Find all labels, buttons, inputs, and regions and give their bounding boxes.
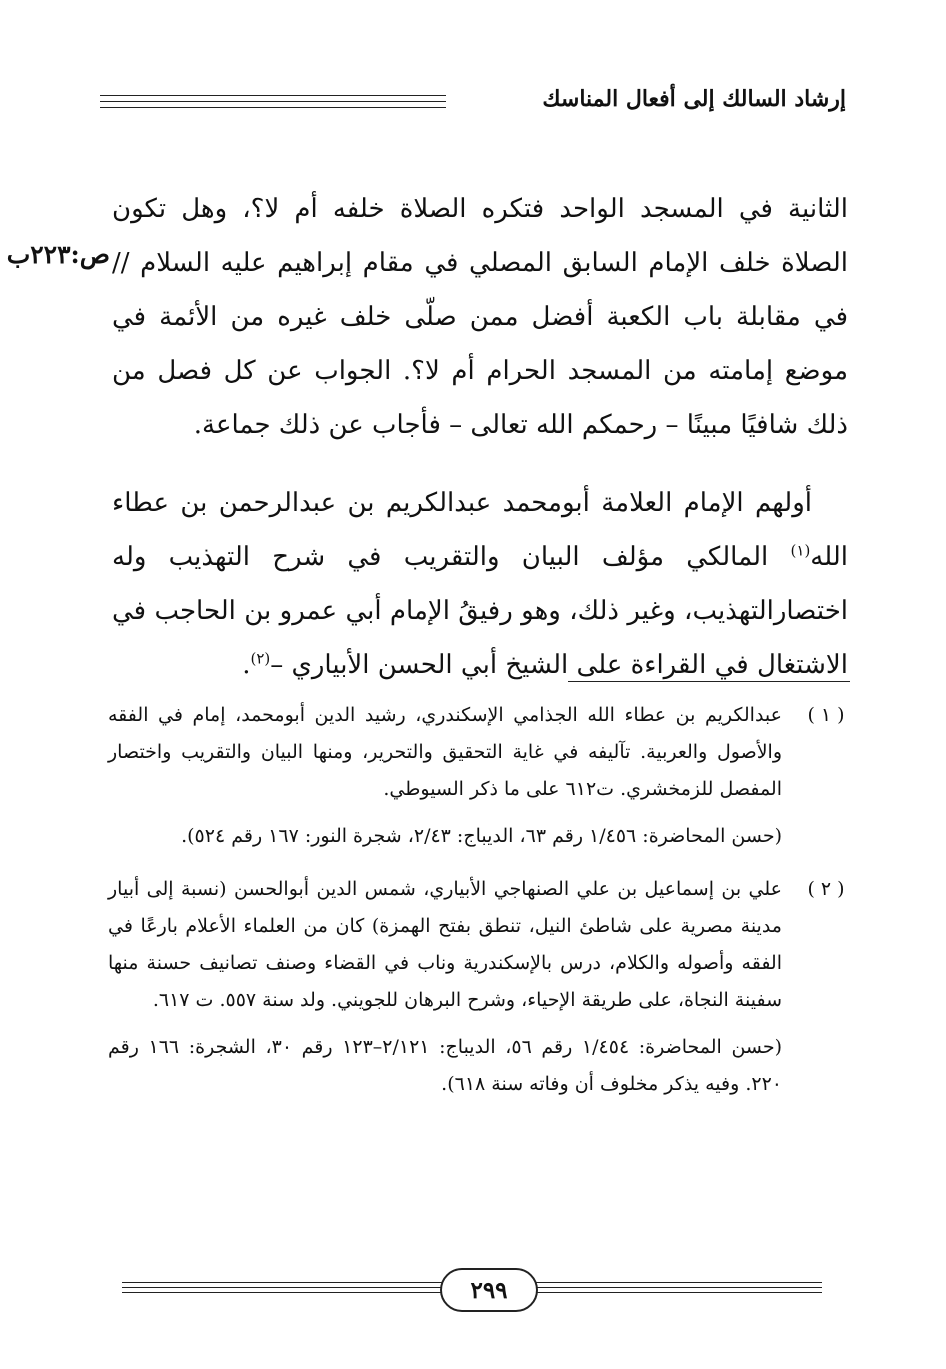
footnote-number: ( ١ ) [807,704,845,726]
header-rule [100,95,446,96]
footnote-separator [568,681,850,682]
page-number: ٢٩٩ [440,1268,538,1312]
footnote-2 [108,871,848,1103]
manuscript-folio-note: ص:٢٢٣ب [6,240,110,269]
footnotes [108,697,848,1103]
main-text [112,182,848,692]
paragraph-2-text-a: أولهم الإمام العلامة أبومحمد عبدالكريم بن عبدالرحمن بن عطاء الله [112,488,848,572]
footnote-1 [108,697,848,855]
paragraph-2-text-b: المالكي مؤلف البيان والتقريب في شرح التهذيب وله اختصارالتهذيب، وغير ذلك، وهو رفيقُ الإمام أبي عمرو بن الحاجب في الاشتغال في القراءة على الشيخ أبي الحسن الأبياري – [112,542,848,680]
footnote-ref-2[interactable]: (٢) [250,649,271,668]
paragraph-2-text-c: . [242,650,251,680]
footnote-ref-1[interactable]: (١) [790,541,811,560]
paragraph-1: الثانية في المسجد الواحد فتكره الصلاة خلفه أم لا؟، وهل تكون الصلاة خلف الإمام السابق المصلي في مقام إبراهيم عليه السلام // في مقابلة باب الكعبة أفضل ممن صلّى خلف غيره من الأئمة في موضع إمامته من المسجد الحرام أم لا؟. الجواب عن كل فصل من ذلك شافيًا مبينًا – رحمكم الله تعالى – فأجاب عن ذلك جماعة. [112,194,848,440]
footnote-text: علي بن إسماعيل بن علي الصنهاجي الأبياري، شمس الدين أبوالحسن (نسبة إلى أبيار مدينة مصرية على شاطئ النيل، تنطق بفتح الهمزة) كان من العلماء الأعلام بارعًا في الفقه وأصوله والكلام، درس بالإسكندرية وناب في القضاء وصنف تصانيف حسنة منها سفينة النجاة، على طريقة الإحياء، وشرح البرهان للجويني. ولد سنة ٥٥٧. ت ٦١٧. [108,878,782,1011]
book-title: إرشاد السالك إلى أفعال المناسك [542,86,846,112]
header-rule [100,101,446,102]
footnote-source: (حسن المحاضرة: ١/٤٥٦ رقم ٦٣، الديباج: ٢/٤٣، شجرة النور: ١٦٧ رقم ٥٢٤). [181,825,782,847]
running-header [100,84,846,118]
header-rule [100,107,446,108]
footnote-number: ( ٢ ) [807,878,845,900]
paragraph-2 [112,476,848,692]
footnote-source: (حسن المحاضرة: ١/٤٥٤ رقم ٥٦، الديباج: ٢/١٢١–١٢٣ رقم ٣٠، الشجرة: ١٦٦ رقم ٢٢٠. وفيه يذكر مخلوف أن وفاته سنة ٦١٨). [108,1036,783,1095]
footnote-text: عبدالكريم بن عطاء الله الجذامي الإسكندري، رشيد الدين أبومحمد، إمام في الفقه والأصول والعربية. تآليفه في غاية التحقيق والتحرير، ومنها البيان والتقريب واختصار المفصل للزمخشري. ت٦١٢ على ما ذكر السيوطي. [108,704,782,800]
